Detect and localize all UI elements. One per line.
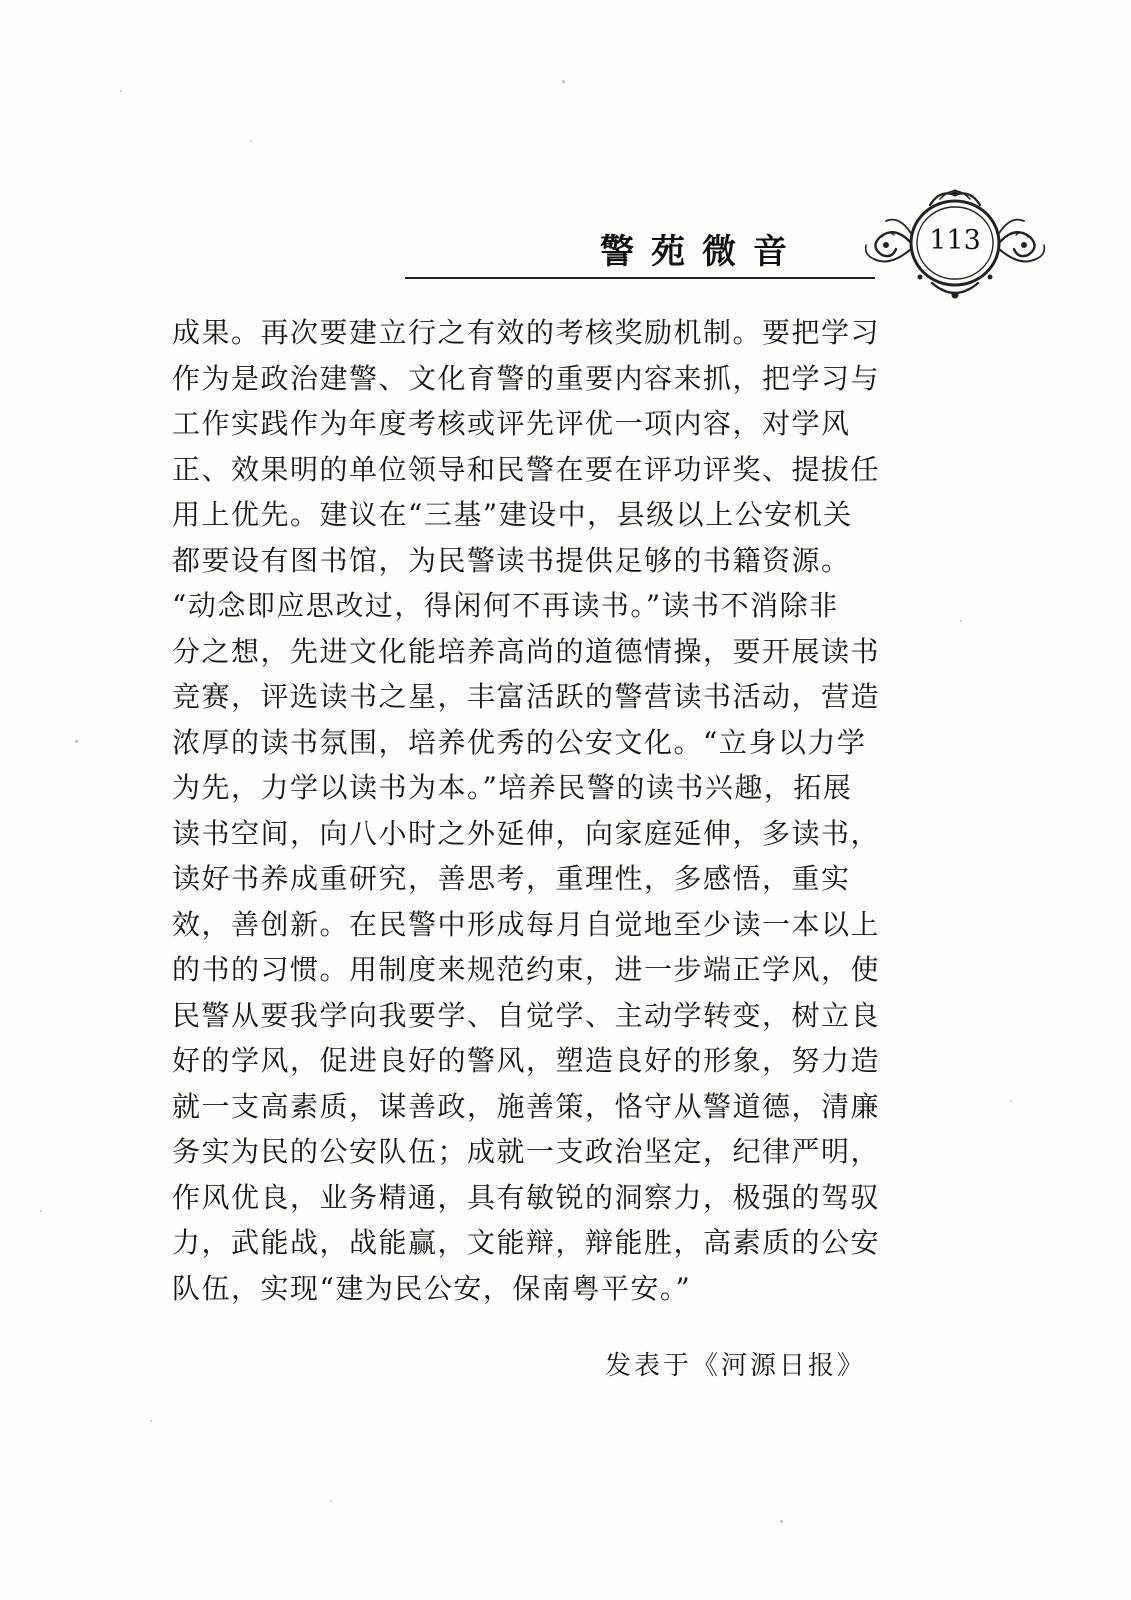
text-line: 都要设有图书馆，为民警读书提供足够的书籍资源。 bbox=[172, 543, 851, 577]
running-header-title: 警苑微音 bbox=[600, 232, 804, 272]
text-line: 读书空间，向八小时之外延伸，向家庭延伸，多读书， bbox=[172, 816, 881, 850]
text-line: 效，善创新。在民警中形成每月自觉地至少读一本以上 bbox=[172, 907, 881, 941]
text-line: 力，武能战，战能赢，文能辩，辩能胜，高素质的公安 bbox=[172, 1226, 881, 1259]
text-line: 竞赛，评选读书之星，丰富活跃的警营读书活动，营造 bbox=[172, 680, 881, 713]
scan-speckle bbox=[780, 1520, 783, 1523]
text-line: 用上优先。建议在“三基”建设中，县级以上公安机关 bbox=[172, 498, 853, 531]
scan-speckle bbox=[330, 1500, 332, 1502]
scan-speckle bbox=[120, 90, 122, 92]
text-line: 读好书养成重研究，善思考，重理性，多感悟，重实 bbox=[172, 862, 851, 895]
page-number-medallion bbox=[860, 185, 1050, 303]
scan-speckle bbox=[40, 1210, 42, 1212]
text-line: 务实为民的公安队伍；成就一支政治坚定，纪律严明， bbox=[172, 1135, 881, 1168]
scan-speckle bbox=[250, 140, 252, 142]
text-line: 民警从要我学向我要学、自觉学、主动学转变，树立良 bbox=[172, 998, 881, 1032]
scan-speckle bbox=[150, 1420, 152, 1422]
text-line: 作为是政治建警、文化育警的重要内容来抓，把学习与 bbox=[172, 361, 881, 395]
text-line: 为先，力学以读书为本。”培养民警的读书兴趣，拓展 bbox=[172, 771, 853, 804]
text-line: 就一支高素质，谋善政，施善策，恪守从警道德，清廉 bbox=[172, 1089, 881, 1123]
scan-speckle bbox=[75, 740, 78, 743]
page-number: 113 bbox=[929, 225, 981, 256]
text-line: 正、效果明的单位领导和民警在要在评功评奖、提拔任 bbox=[172, 452, 881, 486]
text-line: 工作实践作为年度考核或评先评优一项内容，对学风 bbox=[172, 407, 851, 440]
text-line: 成果。再次要建立行之有效的考核奖励机制。要把学习 bbox=[172, 316, 881, 349]
text-line: 分之想，先进文化能培养高尚的道德情操，要开展读书 bbox=[172, 634, 881, 668]
scan-speckle bbox=[1010, 1100, 1012, 1102]
publication-attribution: 发表于《河源日报》 bbox=[605, 1351, 867, 1381]
header-divider bbox=[405, 277, 875, 279]
scan-speckle bbox=[562, 80, 565, 83]
text-line: 的书的习惯。用制度来规范约束，进一步端正学风，使 bbox=[172, 953, 881, 986]
scan-speckle bbox=[960, 620, 962, 622]
text-line: 浓厚的读书氛围，培养优秀的公安文化。“立身以力学 bbox=[172, 725, 867, 759]
text-line: 作风优良，业务精通，具有敏锐的洞察力，极强的驾驭 bbox=[172, 1180, 881, 1214]
text-line: 队伍，实现“建为民公安，保南粤平安。” bbox=[172, 1271, 692, 1305]
text-line: “动念即应思改过，得闲何不再读书。”读书不消除非 bbox=[172, 589, 839, 622]
text-line: 好的学风，促进良好的警风，塑造良好的形象，努力造 bbox=[172, 1044, 881, 1077]
body-text bbox=[172, 310, 892, 1311]
